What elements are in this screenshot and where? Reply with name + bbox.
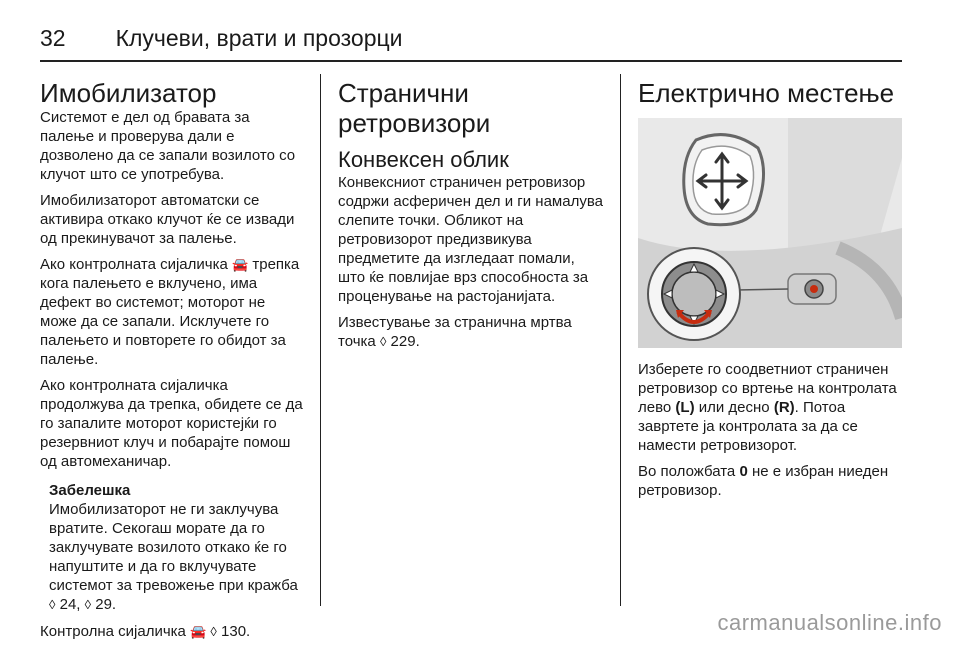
paragraph: Ако контролната сијаличка 🚘 трепка кога палењето е вклучено, има дефект во системот; моторот не може да се запали. Исклучете го палењето и повторете го обидот за палење. (40, 256, 300, 368)
paragraph: Конвексниот страничен ретровизор содржи асферичен дел и ги намалува слепите точки. Обликот на ретровизорот предизвикува предметите да изгледаат помали, што ќе повлијае врз способноста за проценување на растојанијата. (338, 174, 603, 305)
page-reference-icon: ◊ (84, 597, 92, 612)
immobilizer-warning-icon: 🚘 (232, 257, 249, 272)
column-electric-adjustment (638, 78, 902, 507)
subsection-heading-convex: Конвексен облик (338, 147, 509, 172)
page-reference-link[interactable]: 130. (221, 623, 251, 640)
paragraph: Во положбата 0 не е избран ниеден ретровизор. (638, 463, 889, 499)
paragraph: Известување за странична мртва точка ◊ 229. (338, 314, 572, 350)
chapter-title: Клучеви, врати и прозорци (115, 24, 403, 51)
watermark: carmanualsonline.info (717, 610, 942, 635)
column-divider-1 (320, 74, 321, 606)
page-header (40, 18, 902, 58)
section-heading-immobilizer: Имобилизатор (40, 78, 217, 108)
page-reference-link[interactable]: 29. (95, 596, 117, 613)
paragraph: Ако контролната сијаличка продолжува да трепка, обидете се да го запалите моторот користејќи го резервниот клуч и побарајте помош од автомеханичар. (40, 377, 303, 470)
page-reference-icon: ◊ (49, 597, 56, 612)
note-title: Забелешка (49, 482, 131, 499)
paragraph: Контролна сијаличка 🚘 ◊ 130. (40, 623, 251, 640)
page-reference-link[interactable]: 229. (390, 333, 420, 350)
page-reference-link[interactable]: 24, (59, 596, 81, 613)
page-number: 32 (40, 24, 66, 51)
column-immobilizer (40, 78, 305, 648)
header-rule (40, 60, 902, 62)
immobilizer-warning-icon: 🚘 (190, 624, 207, 639)
section-heading-electric-adjustment: Електрично местење (638, 78, 895, 108)
note-text: Имобилизаторот не ги заклучува вратите. Секогаш морате да го заклучувате возилото откако ќе го напуштите и да го вклучувате системот за тревожење при кражба ◊ 24, ◊ 29. (49, 501, 298, 613)
note-box (40, 481, 305, 614)
column-divider-2 (620, 74, 621, 606)
paragraph: Системот е дел од бравата за палење и проверува дали е дозволено да се запали возилото со клучот што се употребува. (40, 109, 296, 183)
paragraph: Изберете го соодветниот страничен ретровизор со вртење на контролата лево (L) или десно (R). Потоа завртете ја контролата за да се намести ретровизорот. (638, 361, 897, 454)
page-reference-icon: ◊ (379, 334, 387, 349)
column-side-mirrors (338, 78, 604, 358)
paragraph: Имобилизаторот автоматски се активира откако клучот ќе се извади од прекинувачот за палење. (40, 192, 295, 247)
section-heading-side-mirrors: Странични ретровизори (338, 78, 491, 138)
page-reference-icon: ◊ (210, 624, 217, 639)
mirror-control-illustration (638, 118, 902, 348)
